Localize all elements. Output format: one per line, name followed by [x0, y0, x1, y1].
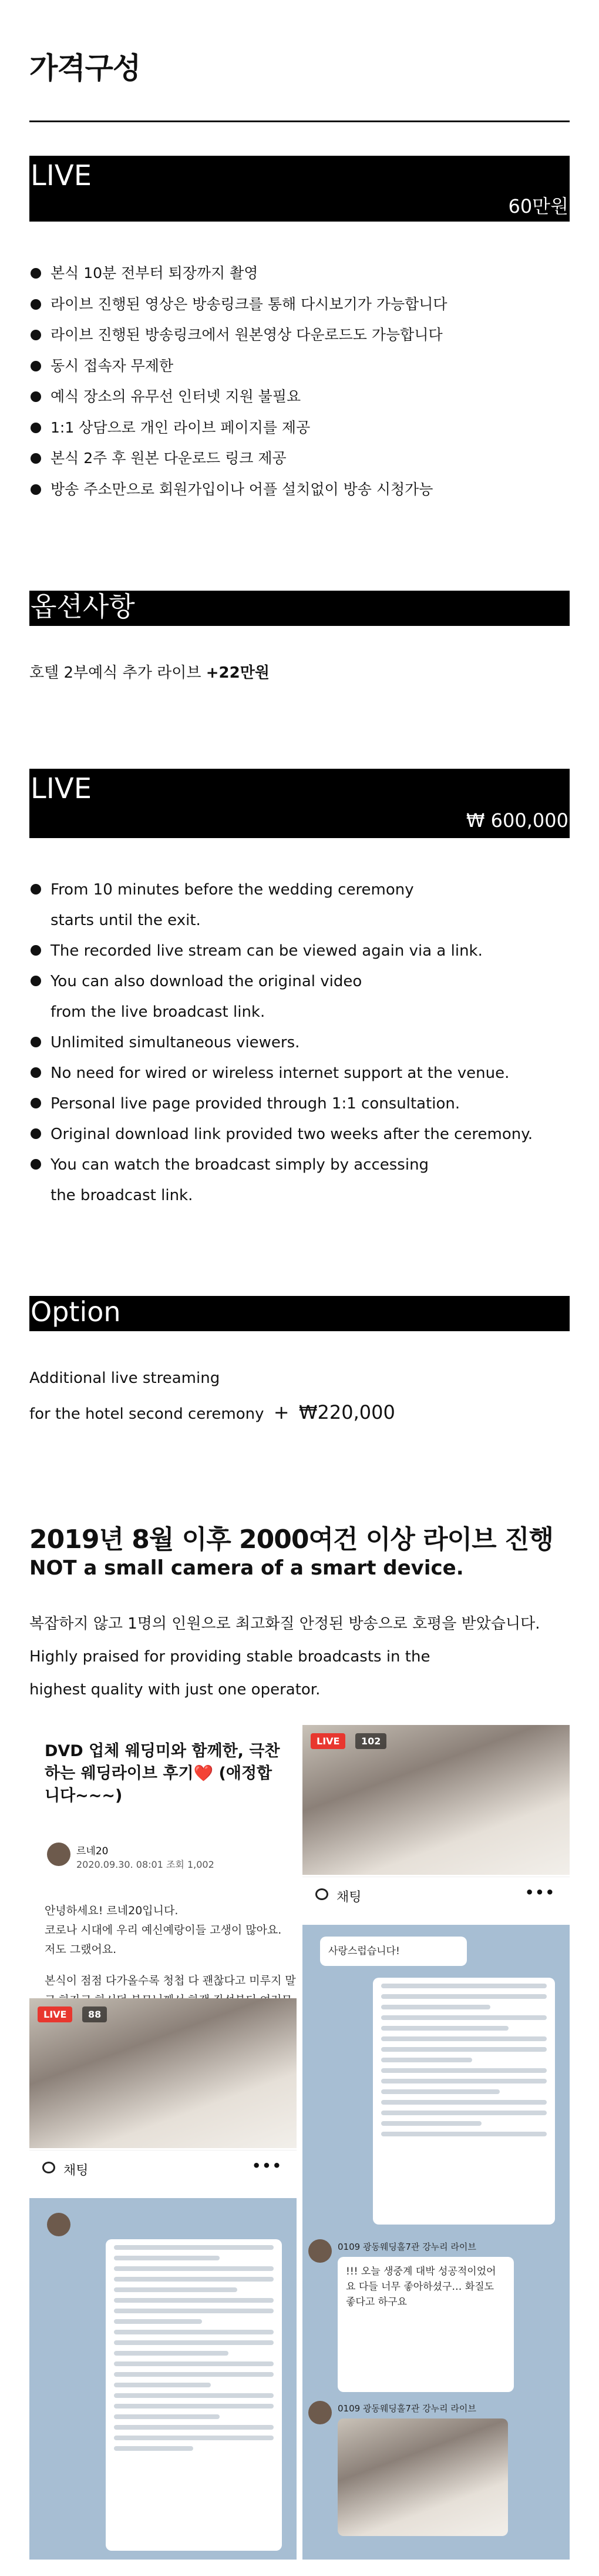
option-kr-title: 옵션사항	[31, 591, 135, 622]
blog-author: 르네20	[76, 1845, 109, 1857]
chat-label: 채팅	[336, 1890, 362, 1905]
feature-item: 예식 장소의 유무선 인터넷 지원 불필요	[29, 389, 447, 404]
live-kr-features	[29, 266, 447, 512]
bullet-icon	[31, 976, 41, 986]
feature-item: 라이브 진행된 영상은 방송링크를 통해 다시보기가 가능합니다	[29, 297, 447, 311]
bullet-icon	[31, 391, 41, 402]
bullet-icon	[31, 1159, 41, 1170]
live-en-price: ₩ 600,000	[466, 809, 568, 832]
feature-item: Original download link provided two weeks after the ceremony.	[29, 1119, 533, 1150]
bullet-icon	[31, 361, 41, 371]
chat-screenshot	[106, 2239, 282, 2551]
feature-item: The recorded live stream can be viewed again via a link.	[29, 936, 533, 966]
author-avatar	[47, 1843, 70, 1866]
kakao-chat-left	[29, 2198, 297, 2560]
feature-item: Personal live page provided through 1:1 consultation.	[29, 1088, 533, 1119]
chat-bubble: 사랑스럽습니다!	[320, 1937, 467, 1966]
page-title: 가격구성	[29, 51, 141, 85]
bullet-icon	[31, 453, 41, 464]
bullet-icon	[31, 268, 41, 279]
chat-bar[interactable]	[302, 1877, 570, 1912]
review-collage	[29, 1725, 570, 2560]
feature-item: No need for wired or wireless internet support at the venue.	[29, 1058, 533, 1088]
option-en-line2: for the hotel second ceremony + ₩220,000	[29, 1401, 395, 1423]
chat-screenshot	[373, 1978, 555, 2225]
option-kr-line: 호텔 2부예식 추가 라이브 +22만원	[29, 664, 270, 682]
feature-item: 방송 주소만으로 회원가입이나 어플 설치없이 방송 시청가능	[29, 482, 447, 497]
plus-sign: +	[273, 1401, 290, 1423]
sender-avatar	[47, 2213, 70, 2236]
stats-subtitle: NOT a small camera of a smart device.	[29, 1556, 464, 1580]
live-kr-bar	[29, 156, 570, 222]
viewer-count: 102	[355, 1733, 386, 1749]
kakao-room-title-1: 0109 광동웨딩홀7관 강누리 라이브	[338, 2242, 476, 2252]
option-kr-bar	[29, 591, 570, 626]
live-kr-price: 60만원	[508, 195, 568, 217]
stats-para-kr: 복잡하지 않고 1명의 인원으로 최고화질 안정된 방송으로 호평을 받았습니다.	[29, 1615, 540, 1633]
chat-icon	[315, 1888, 328, 1900]
feature-item: 본식 2주 후 원본 다운로드 링크 제공	[29, 451, 447, 465]
live-badge: LIVE	[38, 2006, 72, 2022]
live-en-bar	[29, 769, 570, 838]
sender-avatar	[308, 2239, 332, 2263]
bullet-icon	[31, 423, 41, 433]
shared-photo	[338, 2418, 508, 2536]
sender-avatar	[308, 2401, 332, 2424]
blog-review-card	[29, 1725, 297, 1995]
live-en-title: LIVE	[31, 772, 92, 805]
blog-body: 안녕하세요! 르네20입니다. 코로나 시대에 우리 예신예랑이들 고생이 많아요. 저도 그랬어요. 본식이 점점 다가올수록 청첩 다 괜찮다고 미루지 말	[45, 1904, 296, 1987]
feature-item: 1:1 상담으로 개인 라이브 페이지를 제공	[29, 420, 447, 435]
more-icon[interactable]: •••	[524, 1884, 556, 1901]
option-en-title: Option	[31, 1296, 121, 1328]
viewer-count: 88	[82, 2006, 107, 2022]
chat-label: 채팅	[63, 2163, 89, 2178]
bullet-icon	[31, 299, 41, 310]
stats-title: 2019년 8월 이후 2000여건 이상 라이브 진행	[29, 1525, 553, 1555]
feature-item: From 10 minutes before the wedding ceremony starts until the exit.	[29, 875, 533, 936]
bullet-icon	[31, 484, 41, 495]
bullet-icon	[31, 1067, 41, 1078]
feature-item: 라이브 진행된 방송링크에서 원본영상 다운로드도 가능합니다	[29, 327, 447, 342]
live-en-features	[29, 875, 533, 1211]
feature-item: Unlimited simultaneous viewers.	[29, 1027, 533, 1058]
feature-item: 동시 접속자 무제한	[29, 359, 447, 373]
chat-bar[interactable]	[29, 2150, 297, 2185]
option-kr-price: +22만원	[206, 664, 270, 682]
bullet-icon	[31, 1128, 41, 1139]
feature-item: You can watch the broadcast simply by accessing the broadcast link.	[29, 1150, 533, 1211]
option-en-bar	[29, 1296, 570, 1331]
bullet-icon	[31, 945, 41, 956]
kakao-room-title-2: 0109 광동웨딩홀7관 강누리 라이브	[338, 2403, 476, 2414]
chat-icon	[42, 2162, 55, 2173]
blog-review-title: DVD 업체 웨딩미와 함께한, 극찬하는 웨딩라이브 후기❤️ (애정합니다~~~)	[45, 1742, 280, 1805]
bullet-icon	[31, 330, 41, 340]
bullet-icon	[31, 884, 41, 895]
feature-item: 본식 10분 전부터 퇴장까지 촬영	[29, 266, 447, 280]
feature-item: You can also download the original video from the live broadcast link.	[29, 966, 533, 1027]
live-kr-title: LIVE	[31, 159, 92, 192]
live-screenshot-1	[302, 1725, 570, 1919]
bullet-icon	[31, 1098, 41, 1108]
kakao-chat-right	[302, 1925, 570, 2560]
stats-para-en-2: highest quality with just one operator.	[29, 1681, 321, 1699]
chat-bubble: !!! 오늘 생중계 대박 성공적이었어요 다들 너무 좋아하셨구… 화질도 좋다고 하구요	[338, 2257, 514, 2392]
live-screenshot-2	[29, 1998, 297, 2192]
option-en-price: ₩220,000	[298, 1401, 395, 1423]
option-en-line1: Additional live streaming	[29, 1369, 220, 1387]
bullet-icon	[31, 1037, 41, 1047]
blog-meta: 2020.09.30. 08:01 조회 1,002	[76, 1859, 214, 1870]
live-badge: LIVE	[311, 1733, 345, 1749]
stats-para-en-1: Highly praised for providing stable broadcasts in the	[29, 1648, 430, 1666]
more-icon[interactable]: •••	[251, 2158, 282, 2174]
title-divider	[29, 120, 570, 122]
